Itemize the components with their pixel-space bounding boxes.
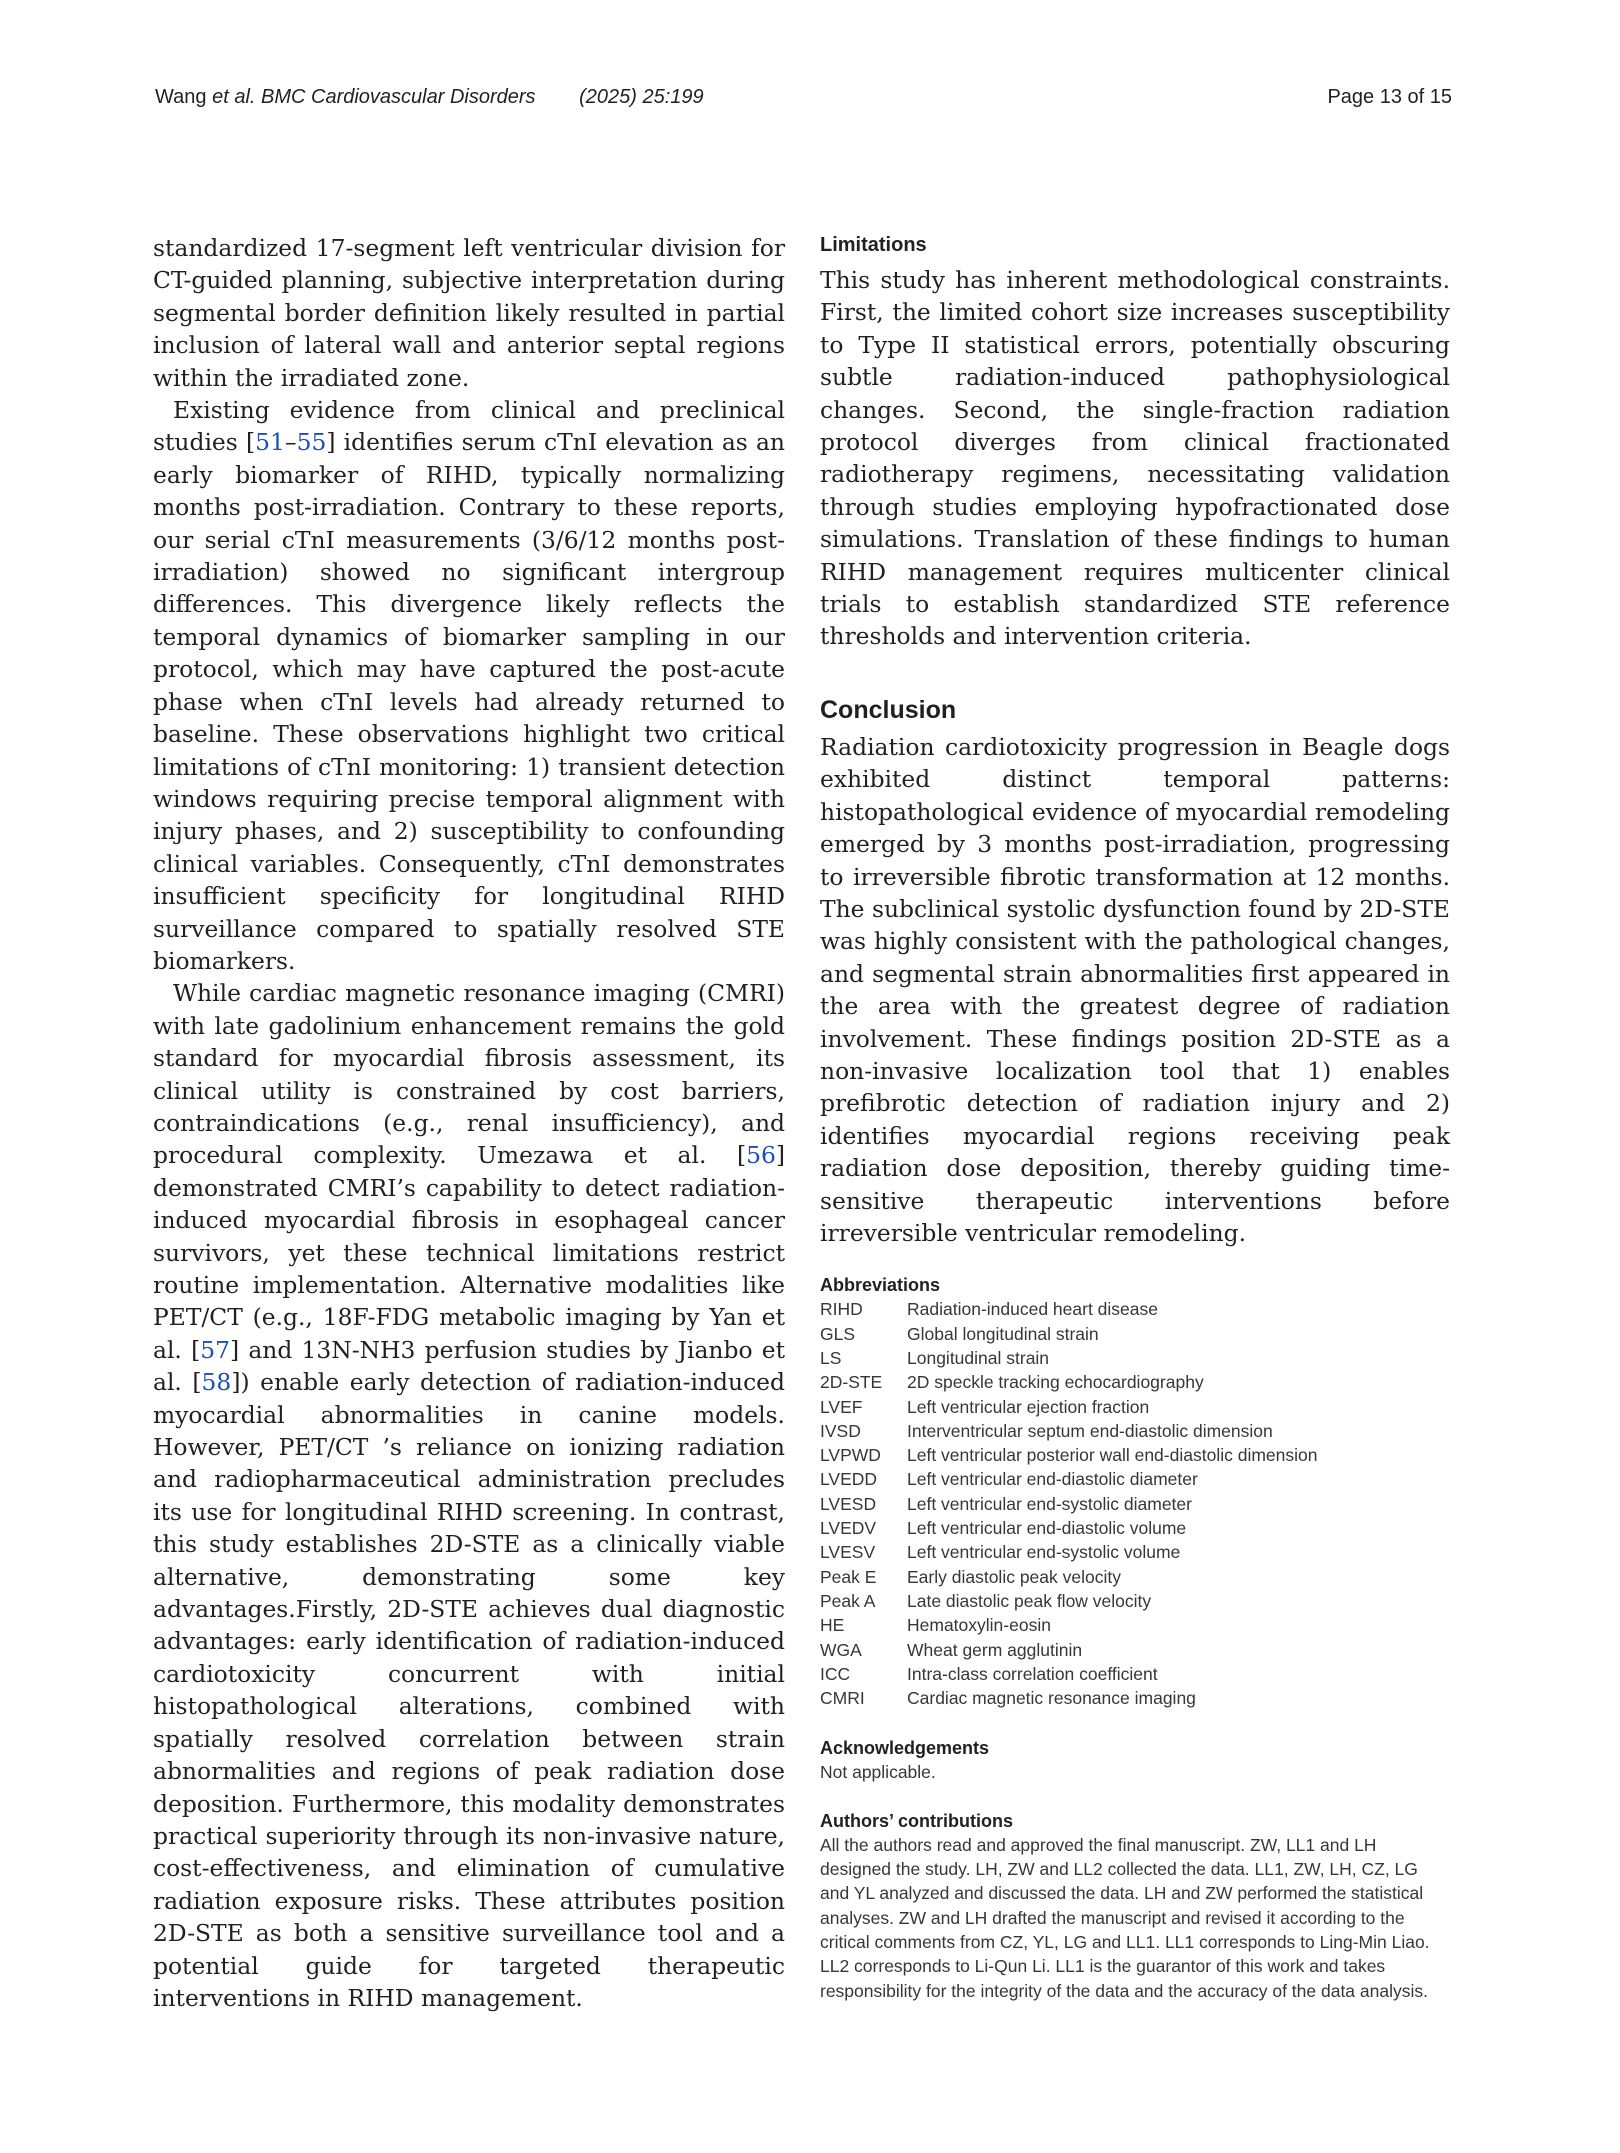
abbreviation-definition: Left ventricular end-diastolic volume [907,1518,1187,1539]
abbreviation-key: HE [820,1615,845,1636]
abbreviation-definition: Cardiac magnetic resonance imaging [907,1688,1196,1709]
abbreviation-definition: Left ventricular posterior wall end-diastolic dimension [907,1445,1318,1466]
abbreviation-key: LS [820,1347,842,1368]
abbreviation-key: LVESD [820,1493,877,1514]
abbreviation-definition: Wheat germ agglutinin [907,1639,1083,1660]
abbreviation-row [820,1443,1450,1467]
abbreviation-definition: Left ventricular ejection fraction [907,1396,1150,1417]
abbreviation-definition: Left ventricular end-diastolic diameter [907,1469,1198,1490]
header-etal: et al. [212,86,256,108]
abbreviation-row [820,1516,1450,1540]
abbreviation-definition: Intra-class correlation coefficient [907,1663,1158,1684]
limitations-heading: Limitations [820,234,927,256]
header-citation: (2025) 25:199 [579,86,704,108]
conclusion-heading: Conclusion [820,695,957,724]
header-authors: Wang [155,86,207,108]
abbreviation-key: CMRI [820,1688,865,1709]
abbreviation-row [820,1686,1450,1710]
abbreviation-definition: Early diastolic peak velocity [907,1566,1121,1587]
abbreviation-key: LVESV [820,1542,876,1563]
abbreviation-row [820,1540,1450,1564]
contributions-heading: Authors’ contributions [820,1810,1013,1831]
abbreviation-definition: Left ventricular end-systolic volume [907,1542,1181,1563]
abbreviation-key: Peak E [820,1566,877,1587]
abbreviation-row [820,1346,1450,1370]
abbreviation-key: 2D-STE [820,1372,883,1393]
reference-link-58[interactable]: 58 [201,1368,232,1397]
header-journal: BMC Cardiovascular Disorders [261,86,536,108]
abbreviation-definition: Left ventricular end-systolic diameter [907,1493,1192,1514]
reference-link-51[interactable]: 51 [255,428,285,457]
reference-link-55[interactable]: 55 [296,428,327,457]
abbreviation-row [820,1638,1450,1662]
abbreviation-row [820,1613,1450,1637]
abbreviation-definition: Interventricular septum end-diastolic dimension [907,1420,1273,1441]
contributions-text: All the authors read and approved the final manuscript. ZW, LL1 and LH designed the study. LH, ZW and LL2 collected the data. LL1, ZW, LH, CZ, LG and YL analyzed and discussed the data. LH and ZW performed the statistical analyses. ZW and LH drafted the manuscript and revised it according to the critical comments from CZ, YL, LG and LL1. LL1 corresponds to Ling-Min Liao. LL2 corresponds to Li-Qun Li. LL1 is the guarantor of this work and takes responsibility for the integrity of the data and the accuracy of the data analysis. [820,1834,1430,2001]
abbreviation-row [820,1492,1450,1516]
abbreviation-key: LVEDD [820,1469,878,1490]
abbreviation-definition: Global longitudinal strain [907,1323,1099,1344]
abbreviations-heading: Abbreviations [820,1275,941,1296]
abbreviation-row [820,1565,1450,1589]
page-number: Page 13 of 15 [1327,86,1452,108]
abbreviation-key: GLS [820,1323,856,1344]
abbreviation-key: IVSD [820,1420,861,1441]
limitations-text: This study has inherent methodological constraints. First, the limited cohort size increases susceptibility to Type II statistical errors, potentially obscuring subtle radiation-induced pathophysiological changes. Second, the single-fraction radiation protocol diverges from clinical fractionated radiotherapy regimens, necessitating validation through studies employing hypofractionated dose simulations. Translation of these findings to human RIHD management requires multicenter clinical trials to establish standardized STE reference thresholds and intervention criteria. [820,266,1450,651]
left-column [153,232,785,2014]
abbreviation-row [820,1662,1450,1686]
abbreviation-row [820,1467,1450,1491]
abbreviation-definition: Radiation-induced heart disease [907,1299,1158,1320]
abbreviation-key: LVEDV [820,1518,877,1539]
abbreviation-row [820,1589,1450,1613]
abbreviation-definition: 2D speckle tracking echocardiography [907,1372,1204,1393]
abbreviation-key: ICC [820,1663,851,1684]
abbreviation-key: Peak A [820,1590,876,1611]
abbreviation-definition: Hematoxylin-eosin [907,1615,1051,1636]
abbreviation-definition: Late diastolic peak flow velocity [907,1590,1152,1611]
acknowledgements-text: Not applicable. [820,1762,936,1783]
paragraph-ctni: Existing evidence from clinical and preclinical studies [51–55] identifies serum cTnI elevation as an early biomarker of RIHD, typically normalizing months post-irradiation. Contrary to these reports, our serial cTnI measurements (3/6/12 months post-irradiation) showed no significant intergroup differences. This divergence likely reflects the temporal dynamics of biomarker sampling in our protocol, which may have captured the post-acute phase when cTnI levels had already returned to baseline. These observations highlight two critical limitations of cTnI monitoring: 1) transient detection windows requiring precise temporal alignment with injury phases, and 2) susceptibility to confounding clinical variables. Consequently, cTnI demonstrates insufficient specificity for longitudinal RIHD surveillance compared to spatially resolved STE biomarkers. [153,396,785,975]
acknowledgements-heading: Acknowledgements [820,1738,990,1759]
abbreviation-row [820,1370,1450,1394]
conclusion-text: Radiation cardiotoxicity progression in Beagle dogs exhibited distinct temporal patterns: histopathological evidence of myocardial remodeling emerged by 3 months post-irradiation, progressing to irreversible fibrotic transformation at 12 months. The subclinical systolic dysfunction found by 2D-STE was highly consistent with the pathological changes, and segmental strain abnormalities first appeared in the area with the greatest degree of radiation involvement. These findings position 2D-STE as a non-invasive localization tool that 1) enables prefibrotic detection of radiation injury and 2) identifies myocardial regions receiving peak radiation dose deposition, thereby guiding time-sensitive therapeutic interventions before irreversible ventricular remodeling. [820,732,1450,1247]
abbreviation-row [820,1297,1450,1321]
abbreviation-key: WGA [820,1639,862,1660]
abbreviation-row [820,1419,1450,1443]
reference-link-56[interactable]: 56 [746,1141,776,1170]
right-column [820,232,1450,2003]
paragraph-segment-division: standardized 17-segment left ventricular division for CT-guided planning, subjective interpretation during segmental border definition likely resulted in partial inclusion of lateral wall and anterior septal regions within the irradiated zone. [153,234,785,392]
abbreviation-row [820,1322,1450,1346]
abbreviation-key: RIHD [820,1299,863,1320]
running-header [155,86,704,109]
abbreviation-key: LVEF [820,1396,863,1417]
abbreviation-row [820,1395,1450,1419]
reference-link-57[interactable]: 57 [200,1335,230,1364]
abbreviation-key: LVPWD [820,1445,881,1466]
abbreviation-definition: Longitudinal strain [907,1347,1050,1368]
abbreviations-list [820,1297,1450,1710]
paragraph-cmri: While cardiac magnetic resonance imaging (CMRI) with late gadolinium enhancement remains the gold standard for myocardial fibrosis assessment, its clinical utility is constrained by cost barriers, contraindications (e.g., renal insufficiency), and procedural complexity. Umezawa et al. [56] demonstrated CMRI’s capability to detect radiation-induced myocardial fibrosis in esophageal cancer survivors, yet these technical limitations restrict routine implementation. Alternative modalities like PET/CT (e.g., 18F-FDG metabolic imaging by Yan et al. [57] and 13N-NH3 perfusion studies by Jianbo et al. [58]) enable early detection of radiation-induced myocardial abnormalities in canine models. However, PET/CT ’s reliance on ionizing radiation and radiopharmaceutical administration precludes its use for longitudinal RIHD screening. In contrast, this study establishes 2D-STE as a clinically viable alternative, demonstrating some key advantages.Firstly, 2D-STE achieves dual diagnostic advantages: early identification of radiation-induced cardiotoxicity concurrent with initial histopathological alterations, combined with spatially resolved correlation between strain abnormalities and regions of peak radiation dose deposition. Furthermore, this modality demonstrates practical superiority through its non-invasive nature, cost-effectiveness, and elimination of cumulative radiation exposure risks. These attributes position 2D-STE as both a sensitive surveillance tool and a potential guide for targeted therapeutic interventions in RIHD management. [153,979,785,2012]
